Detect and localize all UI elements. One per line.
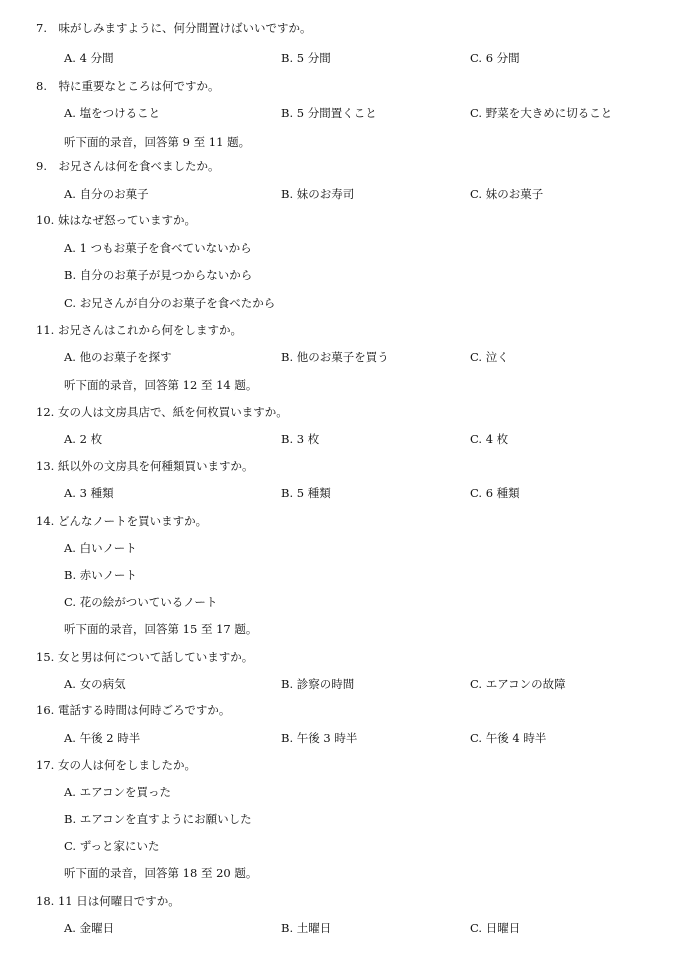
option-text: C. 花の絵がついているノート (64, 595, 218, 609)
option-text: C. ずっと家にいた (64, 839, 160, 853)
option-text: B. エアコンを直すようにお願いした (64, 812, 252, 826)
question-text: 9. お兄さんは何を食べましたか。 (36, 159, 220, 173)
options-row (0, 675, 688, 693)
question-row (0, 512, 688, 530)
option-row (0, 239, 688, 257)
question-row (0, 19, 688, 37)
option-c: C. 4 枚 (470, 432, 509, 446)
option-c: C. エアコンの故障 (470, 677, 566, 691)
question-text: 10. 妹はなぜ怒っていますか。 (36, 213, 196, 227)
option-b: B. 5 分間 (281, 51, 331, 65)
option-a: A. 3 種類 (64, 486, 114, 500)
question-row (0, 403, 688, 421)
option-text: A. エアコンを買った (64, 785, 172, 799)
option-c: C. 野菜を大きめに切ること (470, 106, 613, 120)
options-row (0, 729, 688, 747)
question-text: 7. 味がしみますように、何分間置けばいいですか。 (36, 21, 312, 35)
option-a: A. 女の病気 (64, 677, 126, 691)
option-b: B. 5 種類 (281, 486, 331, 500)
option-c: C. 泣く (470, 350, 509, 364)
instruction-text: 听下面的录音，回答第 15 至 17 题。 (64, 622, 258, 636)
option-text: B. 赤いノート (64, 568, 137, 582)
question-row (0, 211, 688, 229)
option-b: B. 土曜日 (281, 921, 332, 935)
option-c: C. 妹のお菓子 (470, 187, 544, 201)
option-row (0, 266, 688, 284)
option-a: A. 他のお菓子を探す (64, 350, 172, 364)
option-b: B. 午後 3 時半 (281, 731, 358, 745)
option-text: B. 自分のお菓子が見つからないから (64, 268, 253, 282)
option-row (0, 810, 688, 828)
question-row (0, 321, 688, 339)
instruction-row (0, 133, 688, 151)
option-a: A. 金曜日 (64, 921, 115, 935)
option-row (0, 566, 688, 584)
option-row (0, 593, 688, 611)
option-text: C. お兄さんが自分のお菓子を食べたから (64, 296, 276, 310)
question-text: 14. どんなノートを買いますか。 (36, 514, 208, 528)
instruction-row (0, 620, 688, 638)
option-text: A. 1 つもお菓子を食べていないから (64, 241, 252, 255)
option-a: A. 午後 2 時半 (64, 731, 141, 745)
option-row (0, 783, 688, 801)
instruction-text: 听下面的录音，回答第 18 至 20 题。 (64, 866, 258, 880)
question-row (0, 892, 688, 910)
option-c: C. 午後 4 時半 (470, 731, 547, 745)
question-text: 13. 紙以外の文房具を何種類買いますか。 (36, 459, 254, 473)
option-b: B. 他のお菓子を買う (281, 350, 389, 364)
option-b: B. 妹のお寿司 (281, 187, 355, 201)
instruction-text: 听下面的录音，回答第 12 至 14 题。 (64, 378, 258, 392)
options-row (0, 430, 688, 448)
option-row (0, 294, 688, 312)
question-text: 15. 女と男は何について話していますか。 (36, 650, 254, 664)
question-row (0, 77, 688, 95)
option-b: B. 3 枚 (281, 432, 320, 446)
options-row (0, 348, 688, 366)
options-row (0, 49, 688, 67)
option-c: C. 日曜日 (470, 921, 521, 935)
option-row (0, 837, 688, 855)
option-a: A. 4 分間 (64, 51, 114, 65)
question-row (0, 701, 688, 719)
option-a: A. 塩をつけること (64, 106, 161, 120)
question-row (0, 648, 688, 666)
options-row (0, 919, 688, 937)
instruction-text: 听下面的录音，回答第 9 至 11 题。 (64, 135, 251, 149)
option-c: C. 6 分間 (470, 51, 520, 65)
options-row (0, 185, 688, 203)
question-text: 17. 女の人は何をしましたか。 (36, 758, 196, 772)
option-text: A. 白いノート (64, 541, 137, 555)
instruction-row (0, 376, 688, 394)
question-text: 16. 電話する時間は何時ごろですか。 (36, 703, 231, 717)
option-c: C. 6 種類 (470, 486, 520, 500)
question-row (0, 756, 688, 774)
options-row (0, 104, 688, 122)
question-text: 12. 女の人は文房具店で、紙を何枚買いますか。 (36, 405, 288, 419)
question-row (0, 157, 688, 175)
instruction-row (0, 864, 688, 882)
option-b: B. 5 分間置くこと (281, 106, 377, 120)
option-b: B. 診察の時間 (281, 677, 355, 691)
option-row (0, 539, 688, 557)
question-text: 11. お兄さんはこれから何をしますか。 (36, 323, 242, 337)
option-a: A. 2 枚 (64, 432, 103, 446)
options-row (0, 484, 688, 502)
option-a: A. 自分のお菓子 (64, 187, 149, 201)
question-text: 18. 11 日は何曜日ですか。 (36, 894, 180, 908)
question-row (0, 457, 688, 475)
question-text: 8. 特に重要なところは何ですか。 (36, 79, 220, 93)
